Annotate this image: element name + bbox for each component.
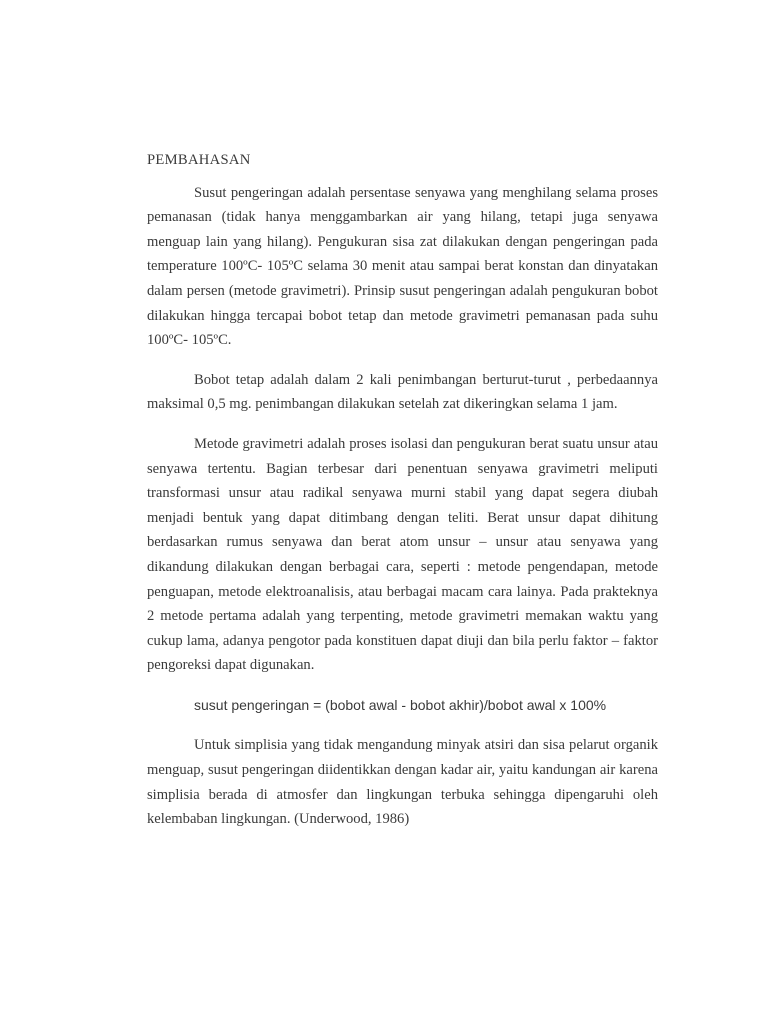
paragraph-susut-pengeringan: Susut pengeringan adalah persentase senyawa yang menghilang selama proses pemanasan (tidak hanya menggambarkan air yang hilang, tetapi juga senyawa menguap lain yang hilang). Pengukuran sisa zat dilakukan dengan pengeringan pada temperature 100ºC- 105ºC selama 30 menit atau sampai berat konstan dan dinyatakan dalam persen (metode gravimetri). Prinsip susut pengeringan adalah pengukuran bobot dilakukan hingga tercapai bobot tetap dan metode gravimetri pemanasan pada suhu 100ºC- 105ºC. [147,184,658,349]
section-heading: PEMBAHASAN [147,152,251,168]
paragraph-bobot-tetap: Bobot tetap adalah dalam 2 kali penimbangan berturut-turut , perbedaannya maksimal 0,5 mg. penimbangan dilakukan setelah zat dikeringkan selama 1 jam. [147,371,658,413]
document-body [147,148,658,832]
paragraph-metode-gravimetri: Metode gravimetri adalah proses isolasi dan pengukuran berat suatu unsur atau senyawa tertentu. Bagian terbesar dari penentuan senyawa gravimetri meliputi transformasi unsur atau radikal senyawa murni stabil yang dapat segera diubah menjadi bentuk yang dapat ditimbang dengan teliti. Berat unsur dapat dihitung berdasarkan rumus senyawa dan berat atom unsur – unsur atau senyawa yang dikandung dilakukan dengan berbagai cara, seperti : metode pengendapan, metode penguapan, metode elektroanalisis, atau berbagai macam cara lainya. Pada prakteknya 2 metode pertama adalah yang terpenting, metode gravimetri memakan waktu yang cukup lama, adanya pengotor pada konstituen dapat diuji dan bila perlu faktor – faktor pengoreksi dapat digunakan. [147,435,658,674]
paragraph-simplisia: Untuk simplisia yang tidak mengandung minyak atsiri dan sisa pelarut organik menguap, susut pengeringan diidentikkan dengan kadar air, yaitu kandungan air karena simplisia berada di atmosfer dan lingkungan terbuka sehingga dipengaruhi oleh kelembaban lingkungan. (Underwood, 1986) [147,737,658,828]
formula-susut-pengeringan: susut pengeringan = (bobot awal - bobot akhir)/bobot awal x 100% [194,696,607,713]
